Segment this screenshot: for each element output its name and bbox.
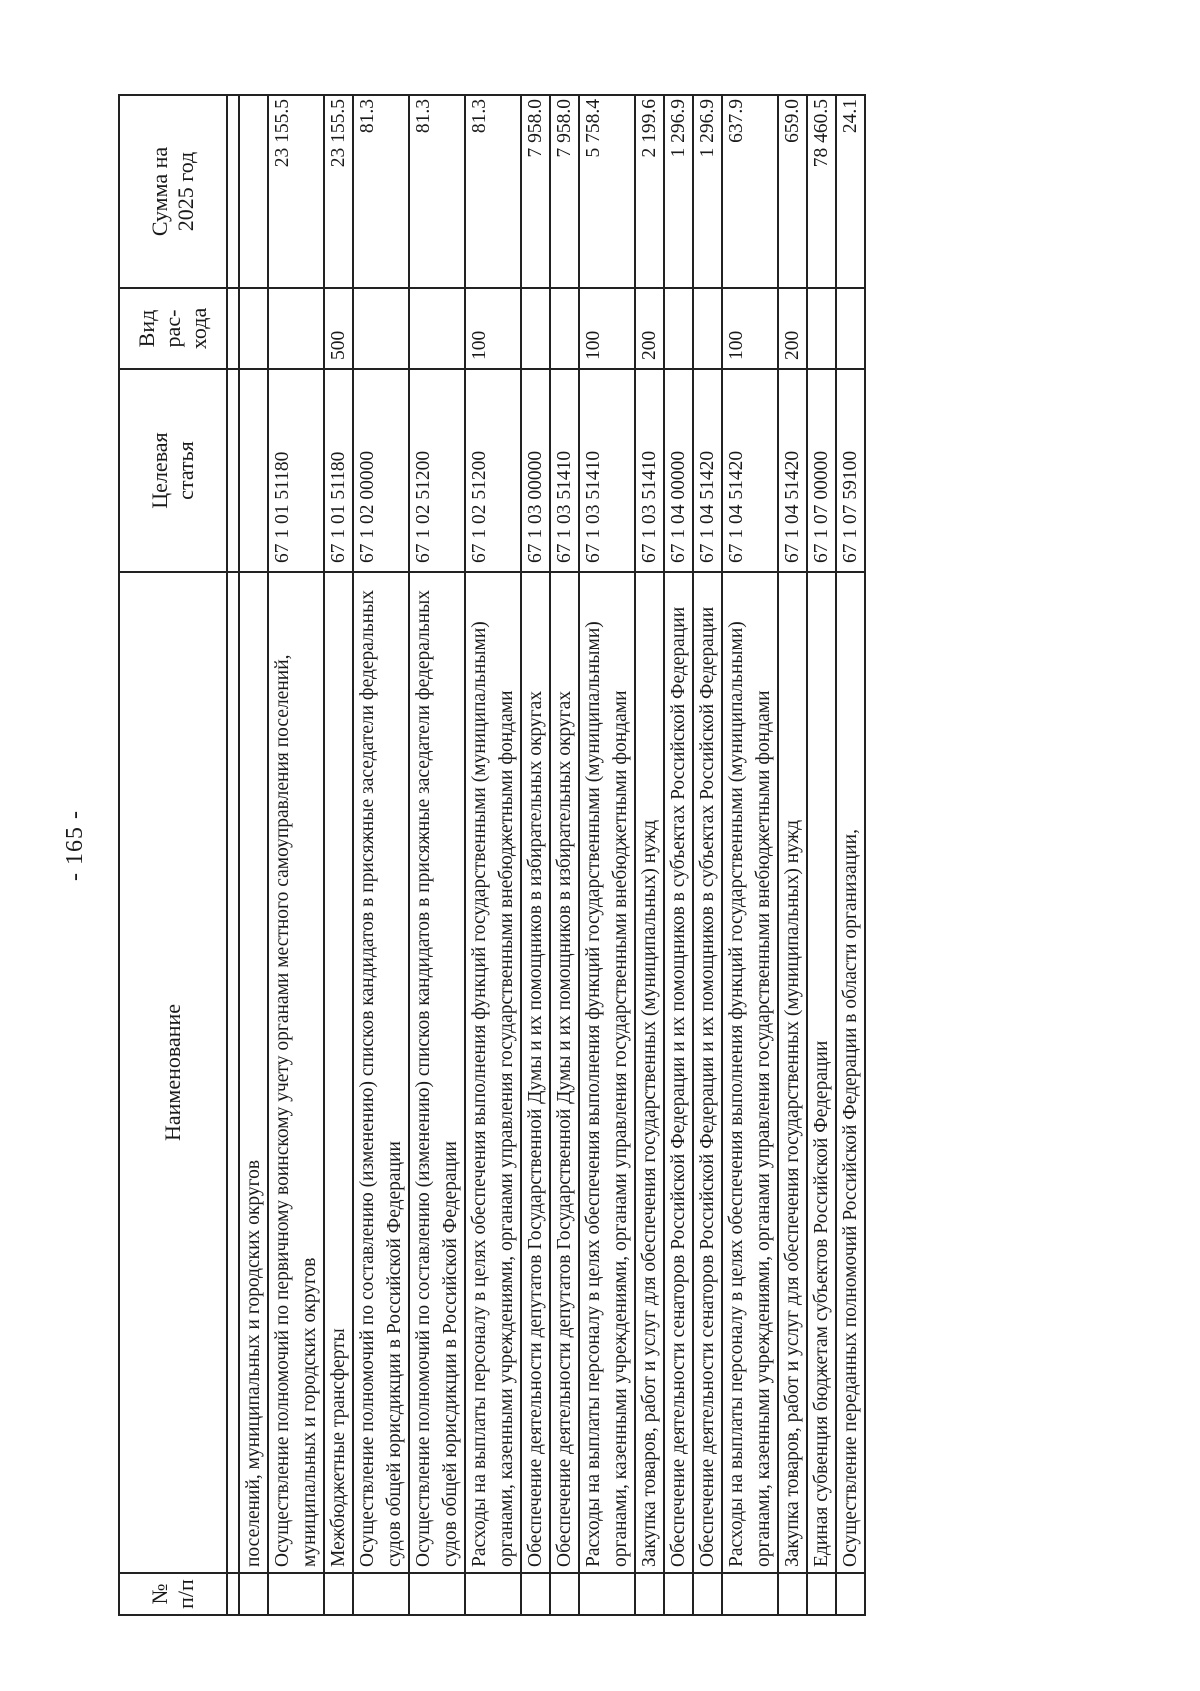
header-num: № п/п <box>119 1573 227 1615</box>
cell-code: 67 1 04 51420 <box>722 369 778 572</box>
cell-num <box>465 1573 521 1615</box>
table-row <box>268 95 324 1615</box>
cell-name: Единая субвенция бюджетам субъектов Российской Федерации <box>807 572 836 1573</box>
cell-sum: 7 958.0 <box>521 95 550 288</box>
cell-num <box>807 1573 836 1615</box>
cell-num <box>521 1573 550 1615</box>
cell-sum: 659.0 <box>778 95 807 288</box>
cell-sum: 23 155.5 <box>324 95 353 288</box>
cell-num <box>722 1573 778 1615</box>
cell-code: 67 1 02 51200 <box>409 369 465 572</box>
cell-type: 500 <box>324 288 353 369</box>
cell-name: Расходы на выплаты персоналу в целях обеспечения выполнения функций государственными (муниципальными) органами, казенными учреждениями, органами управления государственными внебюджетными фондами <box>465 572 521 1573</box>
cell-code: 67 1 03 51410 <box>550 369 579 572</box>
cell-type <box>664 288 693 369</box>
cell-code: 67 1 02 51200 <box>465 369 521 572</box>
table-row <box>409 95 465 1615</box>
cell-sum: 637.9 <box>722 95 778 288</box>
table-row <box>550 95 579 1615</box>
cell-type <box>807 288 836 369</box>
cell-num <box>579 1573 635 1615</box>
cell-type <box>239 288 268 369</box>
table-row <box>239 95 268 1615</box>
cell-num <box>353 1573 409 1615</box>
header-name: Наименование <box>119 572 227 1573</box>
cell-num <box>836 1573 865 1615</box>
cell-type <box>409 288 465 369</box>
cell-type: 100 <box>579 288 635 369</box>
header-sum: Сумма на 2025 год <box>119 95 227 288</box>
cell-sum: 1 296.9 <box>693 95 722 288</box>
cell-name: Осуществление полномочий по составлению (изменению) списков кандидатов в присяжные заседатели федеральных судов общей юрисдикции в Российской Федерации <box>353 572 409 1573</box>
cell-type <box>521 288 550 369</box>
cell-type <box>353 288 409 369</box>
cell-sum <box>239 95 268 288</box>
cell-sum: 81.3 <box>465 95 521 288</box>
header-code: Целевая статья <box>119 369 227 572</box>
cell-num <box>664 1573 693 1615</box>
cell-sum: 81.3 <box>409 95 465 288</box>
table-row <box>324 95 353 1615</box>
table-row <box>722 95 778 1615</box>
cell-num <box>550 1573 579 1615</box>
cell-sum: 78 460.5 <box>807 95 836 288</box>
cell-sum: 7 958.0 <box>550 95 579 288</box>
cell-name: Обеспечение деятельности сенаторов Российской Федерации и их помощников в субъектах Российской Федерации <box>664 572 693 1573</box>
cell-name: Обеспечение деятельности депутатов Государственной Думы и их помощников в избирательных округах <box>521 572 550 1573</box>
cell-name: Закупка товаров, работ и услуг для обеспечения государственных (муниципальных) нужд <box>778 572 807 1573</box>
cell-num <box>778 1573 807 1615</box>
cell-sum: 23 155.5 <box>268 95 324 288</box>
cell-code: 67 1 02 00000 <box>353 369 409 572</box>
cell-name: Осуществление полномочий по составлению (изменению) списков кандидатов в присяжные заседатели федеральных судов общей юрисдикции в Российской Федерации <box>409 572 465 1573</box>
cell-code: 67 1 04 00000 <box>664 369 693 572</box>
cell-name: Закупка товаров, работ и услуг для обеспечения государственных (муниципальных) нужд <box>635 572 664 1573</box>
cell-name: Обеспечение деятельности депутатов Государственной Думы и их помощников в избирательных округах <box>550 572 579 1573</box>
table-row <box>465 95 521 1615</box>
table-row <box>635 95 664 1615</box>
cell-code: 67 1 01 51180 <box>324 369 353 572</box>
cell-type <box>836 288 865 369</box>
cell-type: 100 <box>722 288 778 369</box>
cell-name: поселений, муниципальных и городских округов <box>239 572 268 1573</box>
cell-name: Обеспечение деятельности сенаторов Российской Федерации и их помощников в субъектах Российской Федерации <box>693 572 722 1573</box>
table-row <box>664 95 693 1615</box>
table-row <box>693 95 722 1615</box>
cell-num <box>409 1573 465 1615</box>
cell-code: 67 1 04 51420 <box>778 369 807 572</box>
table-row <box>579 95 635 1615</box>
cell-code: 67 1 03 00000 <box>521 369 550 572</box>
cell-type: 100 <box>465 288 521 369</box>
table-header-row <box>119 95 227 1615</box>
cell-sum: 2 199.6 <box>635 95 664 288</box>
cell-name: Расходы на выплаты персоналу в целях обеспечения выполнения функций государственными (муниципальными) органами, казенными учреждениями, органами управления государственными внебюджетными фондами <box>722 572 778 1573</box>
table-body <box>227 95 865 1615</box>
cell-name: Расходы на выплаты персоналу в целях обеспечения выполнения функций государственными (муниципальными) органами, казенными учреждениями, органами управления государственными внебюджетными фондами <box>579 572 635 1573</box>
cell-code: 67 1 03 51410 <box>579 369 635 572</box>
cell-name: Осуществление переданных полномочий Российской Федерации в области организации, <box>836 572 865 1573</box>
cell-sum: 81.3 <box>353 95 409 288</box>
page-number: - 165 - <box>62 810 88 881</box>
cell-code: 67 1 01 51180 <box>268 369 324 572</box>
cell-code <box>239 369 268 572</box>
cell-name: Межбюджетные трансферты <box>324 572 353 1573</box>
cell-num <box>635 1573 664 1615</box>
table-row <box>807 95 836 1615</box>
cell-type: 200 <box>635 288 664 369</box>
cell-sum: 5 758.4 <box>579 95 635 288</box>
cell-code: 67 1 07 00000 <box>807 369 836 572</box>
cell-num <box>239 1573 268 1615</box>
table-row <box>521 95 550 1615</box>
budget-table <box>118 94 866 1616</box>
cell-type: 200 <box>778 288 807 369</box>
table-row <box>836 95 865 1615</box>
cell-code: 67 1 07 59100 <box>836 369 865 572</box>
cell-type <box>268 288 324 369</box>
cell-code: 67 1 04 51420 <box>693 369 722 572</box>
table-row <box>778 95 807 1615</box>
cell-num <box>324 1573 353 1615</box>
cell-type <box>693 288 722 369</box>
cell-num <box>268 1573 324 1615</box>
cell-name: Осуществление полномочий по первичному воинскому учету органами местного самоуправления поселений, муниципальных и городских округов <box>268 572 324 1573</box>
cell-sum: 24.1 <box>836 95 865 288</box>
table-row <box>353 95 409 1615</box>
cell-type <box>550 288 579 369</box>
header-type: Вид рас- хода <box>119 288 227 369</box>
table-spacer-row <box>227 95 239 1615</box>
cell-num <box>693 1573 722 1615</box>
cell-sum: 1 296.9 <box>664 95 693 288</box>
cell-code: 67 1 03 51410 <box>635 369 664 572</box>
